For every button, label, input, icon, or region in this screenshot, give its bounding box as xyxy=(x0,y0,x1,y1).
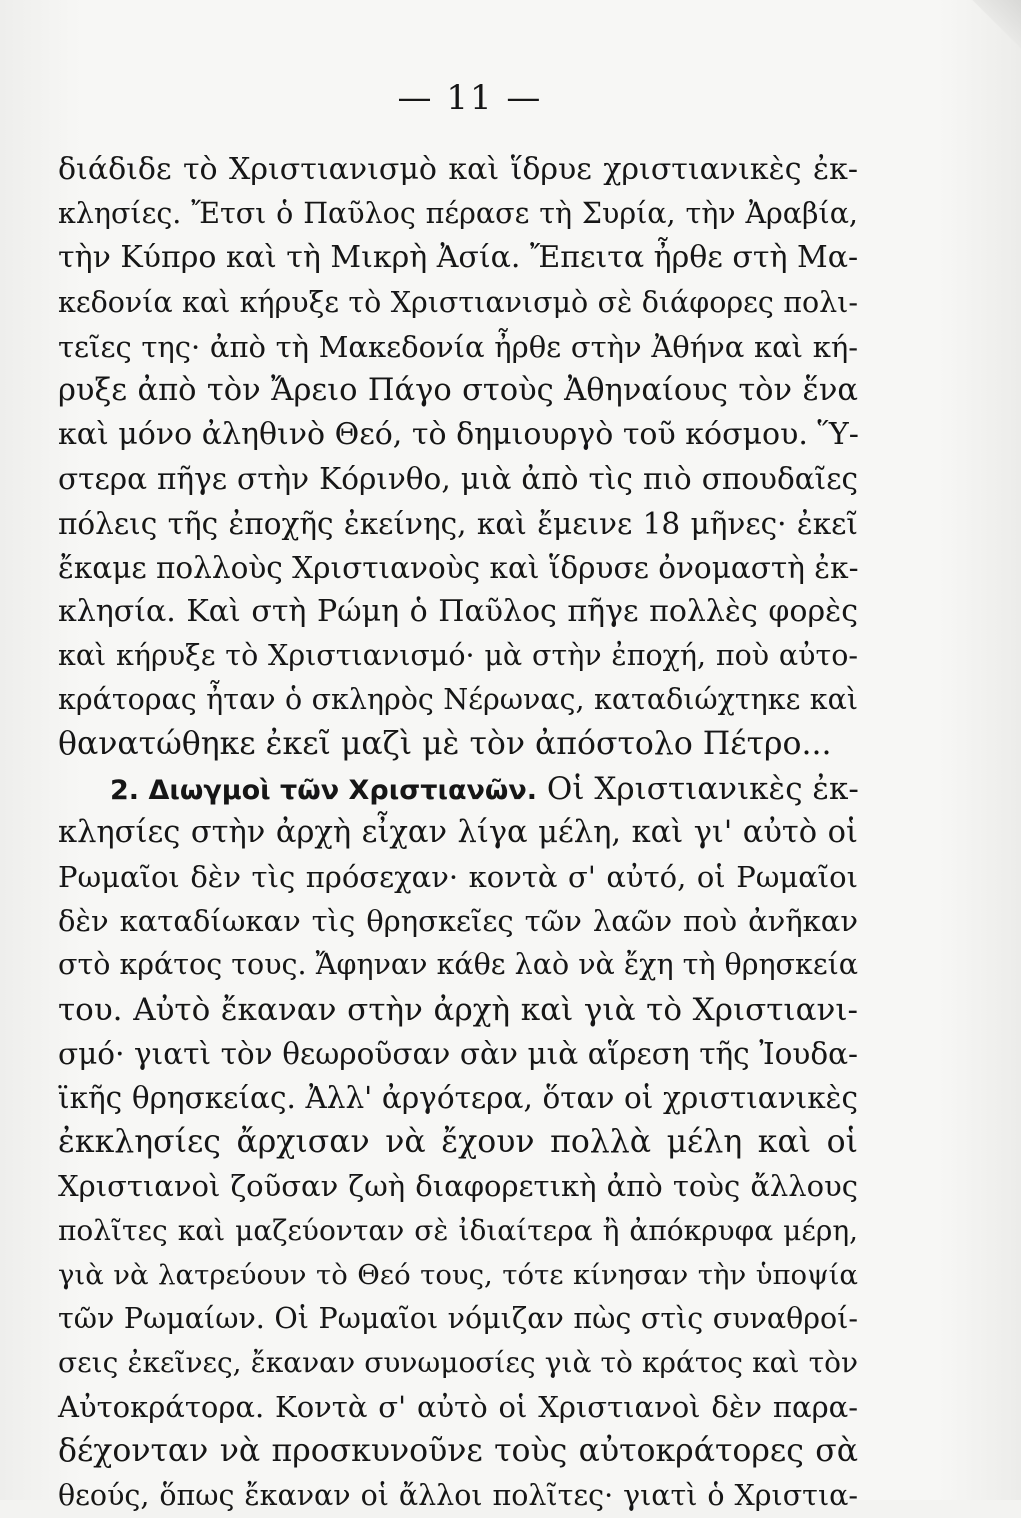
text-line: καὶ μόνο ἀληθινὸ Θεό, τὸ δημιουργὸ τοῦ κόσμου. Ὕ- xyxy=(58,417,859,453)
section-heading: 2. Διωγμοὶ τῶν Χριστιανῶν. xyxy=(110,774,538,806)
text-line: ϊκῆς θρησκείας. Ἀλλ' ἀργότερα, ὅταν οἱ χριστιανικὲς xyxy=(58,1080,858,1115)
text-line: κεδονία καὶ κήρυξε τὸ Χριστιανισμὸ σὲ διάφορες πολι- xyxy=(58,285,858,319)
body-text xyxy=(58,148,858,1518)
page-corner-tear xyxy=(961,0,1021,60)
text-line: πόλεις τῆς ἐποχῆς ἐκείνης, καὶ ἔμεινε 18 μῆνες· ἐκεῖ xyxy=(58,506,858,541)
text-line: κλησία. Καὶ στὴ Ρώμη ὁ Παῦλος πῆγε πολλὲς φορὲς xyxy=(58,593,858,629)
section-first-line: Οἱ Χριστιανικὲς ἐκ- xyxy=(546,770,859,807)
text-line: στερα πῆγε στὴν Κόρινθο, μιὰ ἀπὸ τὶς πιὸ σπουδαῖες xyxy=(58,462,858,497)
text-line: Ρωμαῖοι δὲν τὶς πρόσεχαν· κοντὰ σ' αὐτό, οἱ Ρωμαῖοι xyxy=(58,860,858,894)
text-line: κλησίες. Ἔτσι ὁ Παῦλος πέρασε τὴ Συρία, τὴν Ἀραβία, xyxy=(58,197,858,231)
text-line: Αὐτοκράτορα. Κοντὰ σ' αὐτὸ οἱ Χριστιανοὶ δὲν παρα- xyxy=(58,1390,858,1425)
text-line: ἐκκλησίες ἄρχισαν νὰ ἔχουν πολλὰ μέλη καὶ οἱ xyxy=(58,1124,858,1161)
text-line: κλησίες στὴν ἀρχὴ εἶχαν λίγα μέλη, καὶ γι' αὐτὸ οἱ xyxy=(58,814,858,850)
text-line: καὶ κήρυξε τὸ Χριστιανισμό· μὰ στὴν ἐποχή, ποὺ αὐτο- xyxy=(58,639,858,673)
text-line: τεῖες της· ἀπὸ τὴ Μακεδονία ἦρθε στὴν Ἀθήνα καὶ κή- xyxy=(58,329,858,364)
text-line: δὲν καταδίωκαν τὶς θρησκεῖες τῶν λαῶν ποὺ ἀνῆκαν xyxy=(58,904,858,939)
text-line: τῶν Ρωμαίων. Οἱ Ρωμαῖοι νόμιζαν πὼς στὶς συναθροί- xyxy=(58,1301,858,1335)
text-line: ρυξε ἀπὸ τὸν Ἄρειο Πάγο στοὺς Ἀθηναίους τὸν ἕνα xyxy=(58,372,858,408)
text-line: Χριστιανοὶ ζοῦσαν ζωὴ διαφορετικὴ ἀπὸ τοὺς ἄλλους xyxy=(58,1169,858,1204)
text-line: τὴν Κύπρο καὶ τὴ Μικρὴ Ἀσία. Ἔπειτα ἦρθε στὴ Μα- xyxy=(58,240,859,276)
text-line: στὸ κράτος τους. Ἄφηναν κάθε λαὸ νὰ ἔχη τὴ θρησκεία xyxy=(58,948,858,982)
text-line: σεις ἐκεῖνες, ἔκαναν συνωμοσίες γιὰ τὸ κράτος καὶ τὸν xyxy=(58,1346,858,1380)
text-line: διάδιδε τὸ Χριστιανισμὸ καὶ ἵδρυε χριστιανικὲς ἐκ- xyxy=(58,152,858,187)
text-line: του. Αὐτὸ ἔκαναν στὴν ἀρχὴ καὶ γιὰ τὸ Χριστιανι- xyxy=(58,991,858,1028)
text-line: ἔκαμε πολλοὺς Χριστιανοὺς καὶ ἵδρυσε ὀνομαστὴ ἐκ- xyxy=(58,550,859,585)
text-line: θεούς, ὅπως ἔκαναν οἱ ἄλλοι πολῖτες· γιατὶ ὁ Χριστια- xyxy=(58,1478,858,1512)
page-number: — 11 — xyxy=(397,78,543,118)
text-line: δέχονταν νὰ προσκυνοῦνε τοὺς αὐτοκράτορες σὰ xyxy=(58,1433,858,1470)
text-line: γιὰ νὰ λατρεύουν τὸ Θεό τους, τότε κίνησαν τὴν ὑποψία xyxy=(58,1258,858,1291)
text-line: κράτορας ἦταν ὁ σκληρὸς Νέρωνας, καταδιώχτηκε καὶ xyxy=(58,683,858,717)
text-line: θανατώθηκε ἐκεῖ μαζὶ μὲ τὸν ἀπόστολο Πέτρο... xyxy=(58,726,832,763)
text-line: σμό· γιατὶ τὸν θεωροῦσαν σὰν μιὰ αἵρεση τῆς Ἰουδα- xyxy=(58,1036,858,1071)
section-heading-line xyxy=(58,767,858,811)
text-line: πολῖτες καὶ μαζεύονταν σὲ ἰδιαίτερα ἢ ἀπόκρυφα μέρη, xyxy=(58,1213,858,1247)
